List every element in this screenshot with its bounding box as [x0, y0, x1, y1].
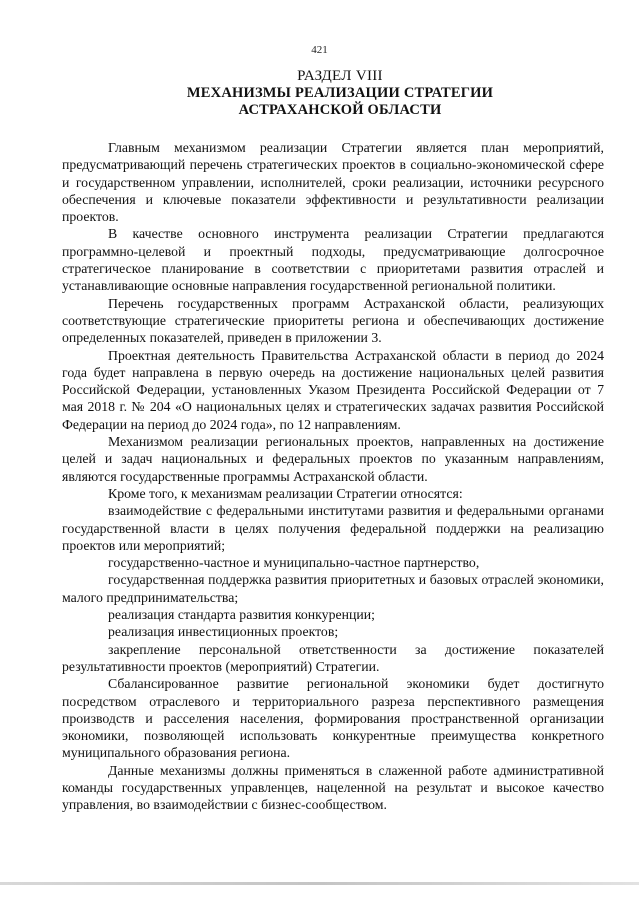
list-item-state-support: государственная поддержка развития приоритетных и базовых отраслей экономики, малого предпринимательства;: [62, 572, 604, 605]
paragraph-main-instrument: В качестве основного инструмента реализации Стратегии предлагаются программно-целевой и проектный подходы, предусматривающие долгосрочное стратегическое планирование в соответствии с приоритетами развития отраслей и устанавливающие основные направления государственной региональной политики.: [62, 226, 604, 294]
paragraph-mechanisms-intro: Кроме того, к механизмам реализации Стратегии относятся:: [108, 485, 463, 501]
list-item-personal-responsibility: закрепление персональной ответственности за достижение показателей результативности проектов (мероприятий) Стратегии.: [62, 641, 604, 674]
list-item-investment-projects: реализация инвестиционных проектов;: [108, 624, 339, 640]
paragraph-balanced-development: Сбалансированное развитие региональной экономики будет достигнуто посредством отраслевого и территориального разреза перспективного размещения производств и расселения населения, формирования пространственной организации экономики, позволяющей использовать конкурентные преимущества конкретного муниципального образования региона.: [62, 676, 604, 761]
body-text: [62, 139, 604, 814]
paragraph-state-programs: Перечень государственных программ Астраханской области, реализующих соответствующие стратегические приоритеты региона и обеспечивающих достижение определенных показателей, приведен в приложении 3.: [62, 295, 604, 346]
paragraph-main-mechanism: Главным механизмом реализации Стратегии является план мероприятий, предусматривающий перечень стратегических проектов в социально-экономической сфере и государственном управлении, исполнителей, сроки реализации, источники ресурсного обеспечения и ключевые показатели эффективности и результативности реализации проектов.: [62, 140, 604, 225]
section-label: РАЗДЕЛ VIII: [297, 68, 383, 84]
list-item-federal-interaction: взаимодействие с федеральными институтами развития и федеральными органами государственной власти в целях получения федеральной поддержки на реализацию проектов или мероприятий;: [62, 503, 604, 553]
paragraph-regional-projects: Механизмом реализации региональных проектов, направленных на достижение целей и задач национальных и федеральных проектов по указанным направлениям, являются государственные программы Астраханской области.: [62, 434, 604, 484]
paragraph-project-activity: Проектная деятельность Правительства Астраханской области в период до 2024 года будет направлена в первую очередь на достижение национальных целей развития Российской Федерации, установленных Указом Президента Российской Федерации от 7 мая 2018 г. № 204 «О национальных целях и стратегических задачах развития Российской Федерации на период до 2024 года», по 12 направлениям.: [62, 347, 604, 432]
list-item-partnership: государственно-частное и муниципально-частное партнерство,: [108, 555, 480, 571]
section-title-line-2: АСТРАХАНСКОЙ ОБЛАСТИ: [238, 102, 442, 118]
page-number: 421: [311, 44, 328, 56]
scan-edge-divider: [0, 882, 639, 885]
paragraph-team-work: Данные механизмы должны применяться в слаженной работе административной команды государственных управленцев, нацеленной на результат и высокое качество управления, во взаимодействии с бизнес-сообществом.: [62, 762, 604, 813]
section-title-line-1: МЕХАНИЗМЫ РЕАЛИЗАЦИИ СТРАТЕГИИ: [186, 85, 494, 101]
list-item-competition-standard: реализация стандарта развития конкуренции;: [108, 607, 375, 623]
section-header: [40, 68, 639, 119]
